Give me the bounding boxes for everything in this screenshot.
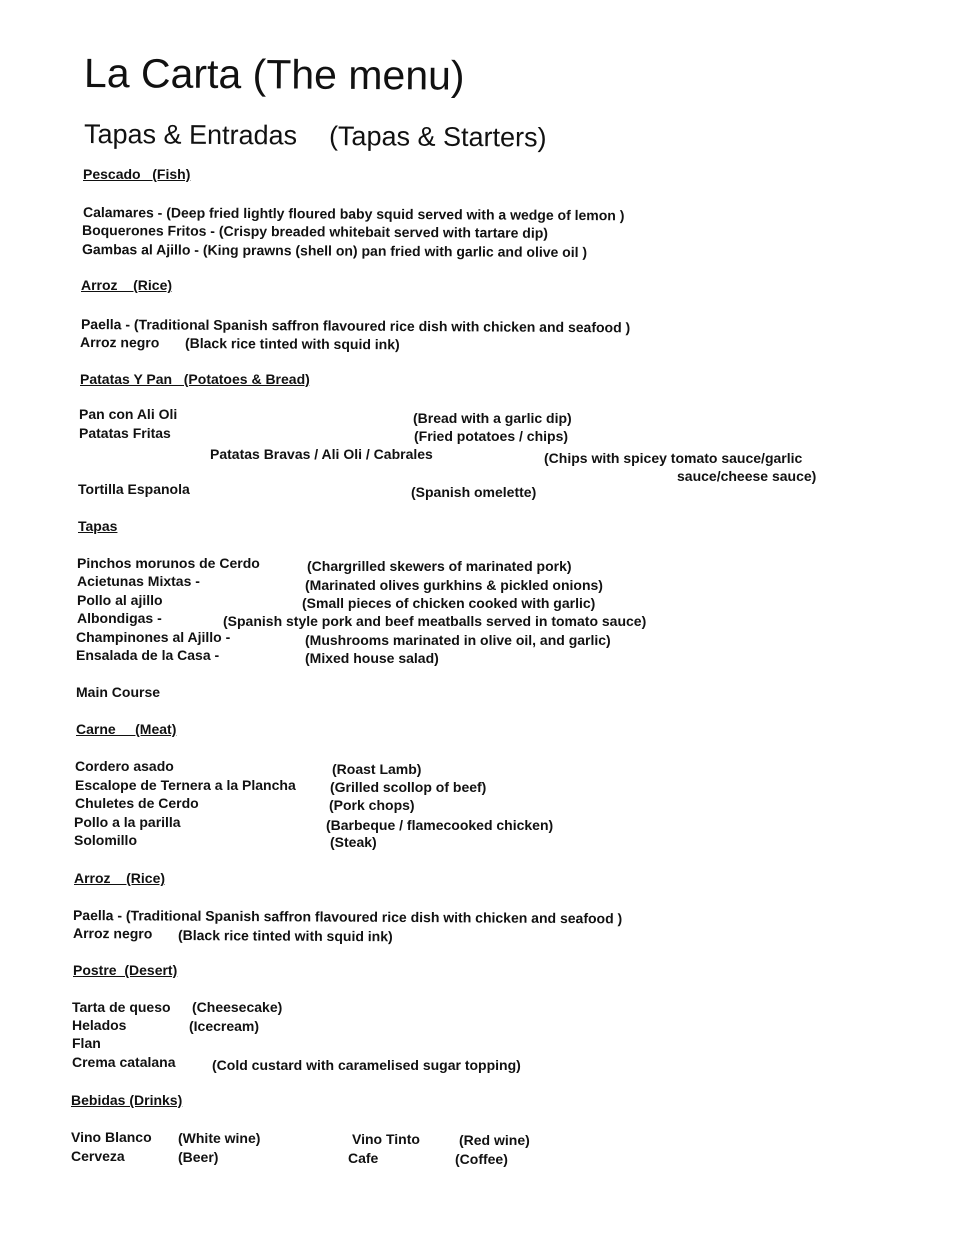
heading-arroz: Arroz (Rice) xyxy=(81,277,173,293)
menu-item-name: Pinchos morunos de Cerdo xyxy=(77,555,260,571)
menu-item-name: Solomillo xyxy=(74,832,137,848)
menu-item-name: Pollo al ajillo xyxy=(77,592,163,608)
menu-item-description: (Marinated olives gurkhins & pickled onions) xyxy=(305,577,603,593)
menu-item-description: (Roast Lamb) xyxy=(332,761,422,777)
menu-item-description: (Black rice tinted with squid ink) xyxy=(184,335,400,353)
heading-pescado: Pescado (Fish) xyxy=(83,166,191,182)
menu-item-name: Albondigas - xyxy=(77,610,162,626)
page-title: La Carta (The menu) xyxy=(83,50,465,99)
menu-item-name: Chuletes de Cerdo xyxy=(75,795,199,811)
menu-item-description: (Steak) xyxy=(330,834,377,850)
heading-postre: Postre (Desert) xyxy=(73,962,178,978)
menu-item: Boquerones Fritos - (Crispy breaded whitebait served with tartare dip) xyxy=(81,222,549,241)
menu-item-description: (Mixed house salad) xyxy=(305,650,439,666)
menu-item-name: Arroz negro xyxy=(72,925,153,942)
menu-item: Paella - (Traditional Spanish saffron flavoured rice dish with chicken and seafood ) xyxy=(72,907,623,927)
menu-item-name: Tarta de queso xyxy=(72,999,171,1015)
menu-item-description: (Chargrilled skewers of marinated pork) xyxy=(307,558,572,574)
menu-item-name: Pan con Ali Oli xyxy=(79,406,178,422)
menu-item-description: (Grilled scollop of beef) xyxy=(330,779,487,795)
heading-carne: Carne (Meat) xyxy=(76,721,177,737)
menu-item-description: (Spanish omelette) xyxy=(411,484,537,500)
menu-item-description: (Cold custard with caramelised sugar topping) xyxy=(212,1057,521,1073)
menu-item-name: Patatas Bravas / Ali Oli / Cabrales xyxy=(210,446,433,462)
menu-item-name: Champinones al Ajillo - xyxy=(76,629,231,645)
menu-item-description: (Icecream) xyxy=(189,1018,260,1034)
menu-item-name: Ensalada de la Casa - xyxy=(76,647,220,663)
menu-item: Paella - (Traditional Spanish saffron flavoured rice dish with chicken and seafood ) xyxy=(80,316,631,336)
menu-item-description: (Red wine) xyxy=(459,1132,530,1148)
menu-item-description: (Mushrooms marinated in olive oil, and garlic) xyxy=(305,632,611,648)
menu-item-description: (Pork chops) xyxy=(329,797,415,813)
heading-tapas: Tapas xyxy=(78,518,118,534)
menu-item-name: Escalope de Ternera a la Plancha xyxy=(75,777,296,793)
menu-item-name: Vino Tinto xyxy=(352,1131,420,1147)
heading-arroz-main: Arroz (Rice) xyxy=(74,870,166,886)
menu-item-description: (Spanish style pork and beef meatballs served in tomato sauce) xyxy=(223,613,647,629)
menu-item-name: Cerveza xyxy=(71,1148,125,1164)
menu-item-description: (Fried potatoes / chips) xyxy=(414,428,569,444)
menu-item-name: Vino Blanco xyxy=(71,1129,152,1145)
menu-item-name: Flan xyxy=(72,1035,101,1051)
menu-item-name: Arroz negro xyxy=(79,334,160,351)
menu-item-name: Pollo a la parilla xyxy=(74,814,181,830)
menu-item-description: (Barbeque / flamecooked chicken) xyxy=(326,817,554,833)
menu-item-description: (Cheesecake) xyxy=(192,999,283,1015)
menu-item-description: (Black rice tinted with squid ink) xyxy=(177,927,393,945)
menu-item-name: Helados xyxy=(72,1017,127,1033)
menu-item-name: Cafe xyxy=(348,1150,379,1166)
menu-item-description: (Coffee) xyxy=(455,1151,508,1167)
menu-item-name: Acietunas Mixtas - xyxy=(77,573,200,589)
menu-item-description-continued: sauce/cheese sauce) xyxy=(677,468,817,484)
menu-item-description: (Bread with a garlic dip) xyxy=(413,410,572,426)
main-course-heading: Main Course xyxy=(76,684,161,700)
menu-item: Gambas al Ajillo - (King prawns (shell on) pan fried with garlic and olive oil ) xyxy=(81,241,588,261)
heading-bebidas: Bebidas (Drinks) xyxy=(71,1092,183,1108)
menu-item-description: (Chips with spicey tomato sauce/garlic xyxy=(544,450,803,466)
menu-item-name: Crema catalana xyxy=(72,1054,176,1070)
menu-item-description: (White wine) xyxy=(178,1130,261,1146)
menu-item-name: Cordero asado xyxy=(75,758,174,774)
menu-item-description: (Small pieces of chicken cooked with garlic) xyxy=(302,595,596,611)
menu-item-name: Tortilla Espanola xyxy=(78,481,190,497)
menu-item-description: (Beer) xyxy=(178,1149,219,1165)
menu-item: Calamares - (Deep fried lightly floured baby squid served with a wedge of lemon ) xyxy=(82,204,625,224)
menu-item-name: Patatas Fritas xyxy=(79,425,171,441)
section-title-spanish: Tapas & Entradas xyxy=(83,119,298,151)
heading-patatas: Patatas Y Pan (Potatoes & Bread) xyxy=(80,371,310,387)
section-title-english: (Tapas & Starters) xyxy=(328,121,547,153)
